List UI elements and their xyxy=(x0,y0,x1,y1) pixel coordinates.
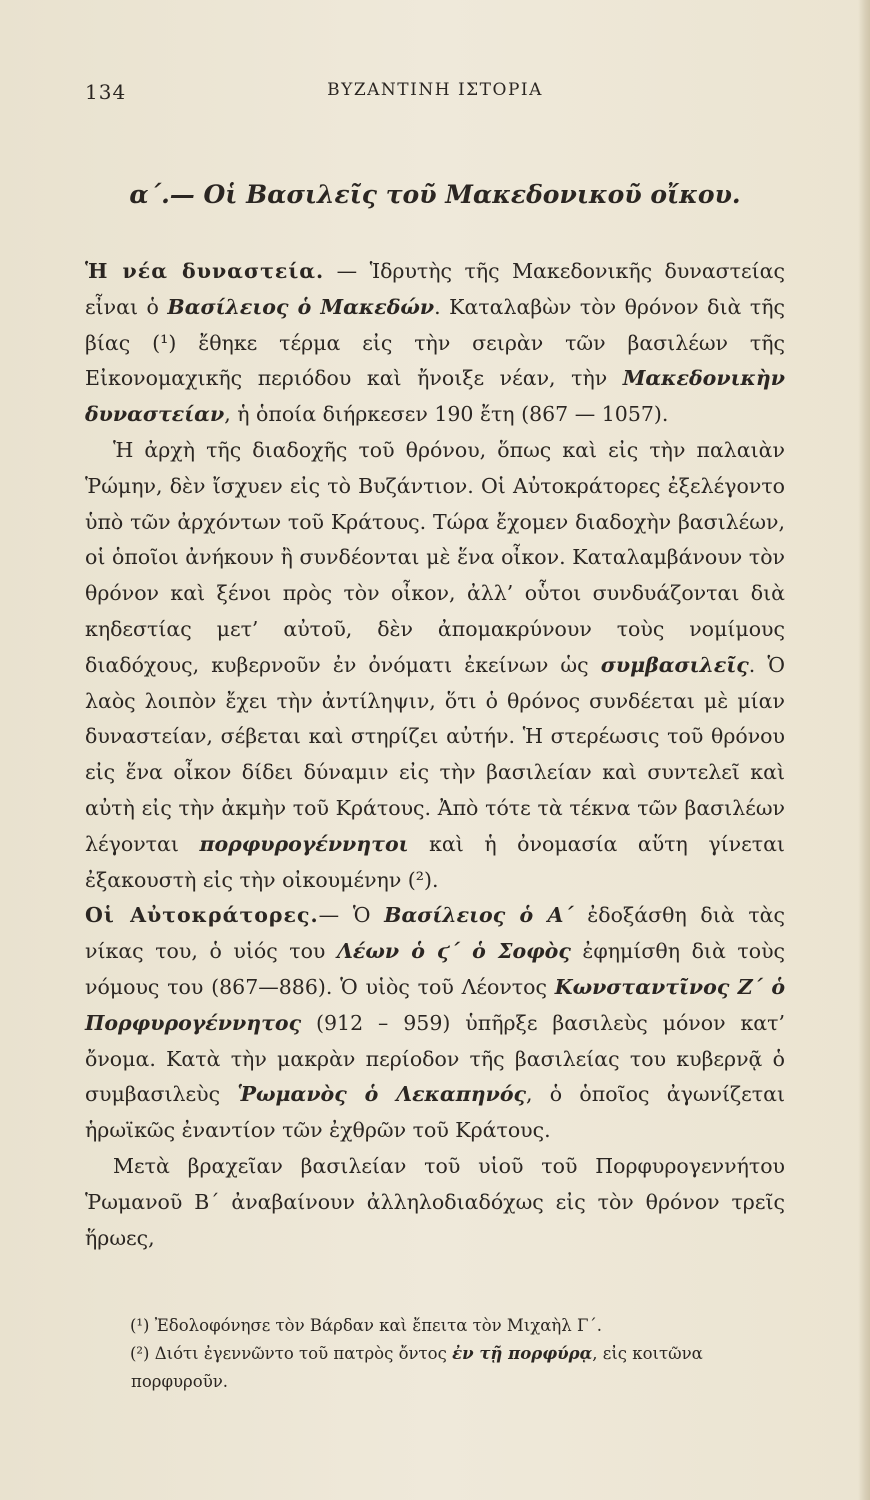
person-name: Βασίλειος ὁ Α΄ xyxy=(384,903,574,928)
person-name: Ῥωμανὸς ὁ Λεκαπηνός xyxy=(237,1082,526,1107)
paragraph-succession: Ἡ ἀρχὴ τῆς διαδοχῆς τοῦ θρόνου, ὅπως καὶ εἰς τὴν παλαιὰν Ῥώμην, δὲν ἴσχυεν εἰς τὸ Βυζάντιον. Οἱ Αὐτοκράτορες ἐξελέγοντο ὑπὸ τῶν ἀρχόντων τοῦ Κράτους. Τώρα ἔχομεν διαδοχὴν βασιλέων, οἱ ὁποῖοι ἀνήκουν ἢ συνδέονται μὲ ἕνα οἶκον. Καταλαμβάνουν τὸν θρόνον καὶ ξένοι πρὸς τὸν οἶκον, ἀλλ’ οὗτοι συνδυάζονται διὰ κηδεστίας μετ’ αὐτοῦ, δὲν ἀπομακρύνουν τοὺς νομίμους διαδόχους, κυβερνοῦν ἐν ὀνόματι ἐκείνων ὡς συμβασιλεῖς. Ὁ λαὸς λοιπὸν ἔχει τὴν ἀντίληψιν, ὅτι ὁ θρόνος συνδέεται μὲ μίαν δυναστείαν, σέβεται καὶ στηρίζει αὐτήν. Ἡ στερέωσις τοῦ θρόνου εἰς ἕνα οἶκον δίδει δύναμιν εἰς τὴν βασιλείαν καὶ συντελεῖ καὶ αὐτὴ εἰς τὴν ἀκμὴν τοῦ Κράτους. Ἀπὸ τότε τὰ τέκνα τῶν βασιλέων λέγονται πορφυρογέννητοι καὶ ἡ ὀνομασία αὕτη γίνεται ἐξακουστὴ εἰς τὴν οἰκουμένην (²). xyxy=(85,437,785,892)
page-edge xyxy=(858,0,870,1500)
dynasty-name: Μακεδονικὴν δυναστείαν xyxy=(85,366,785,427)
paragraph-dynasty: Ἡ νέα δυναστεία. — Ἱδρυτὴς τῆς Μακεδονικῆς δυναστείας εἶναι ὁ Βασίλειος ὁ Μακεδών. Καταλαβὼν τὸν θρόνον διὰ τῆς βίας (¹) ἔθηκε τέρμα εἰς τὴν σειρὰν τῶν βασιλέων τῆς Εἰκονομαχικῆς περιόδου καὶ ἤνοιξε νέαν, τὴν Μακεδονικὴν δυναστείαν, ἡ ὁποία διήρκεσεν 190 ἔτη (867 — 1057). xyxy=(85,259,785,427)
footnote-2: (²) Διότι ἐγεννῶντο τοῦ πατρὸς ὄντος ἐν τῇ πορφύρᾳ, εἰς κοιτῶνα πορφυροῦν. xyxy=(130,1344,703,1391)
run-in-heading: Οἱ Αὐτοκράτορες. xyxy=(85,903,319,928)
term: πορφυρογέννητοι xyxy=(199,831,409,856)
paragraph-emperors: Οἱ Αὐτοκράτορες.— Ὁ Βασίλειος ὁ Α΄ ἐδοξάσθη διὰ τὰς νίκας του, ὁ υἱός του Λέων ὁ ϛ΄ ὁ Σοφὸς ἐφημίσθη διὰ τοὺς νόμους του (867—886). Ὁ υἱὸς τοῦ Λέοντος Κωνσταντῖνος Ζ΄ ὁ Πορφυρογέννητος (912 – 959) ὑπῆρξε βασιλεὺς μόνον κατ’ ὄνομα. Κατὰ τὴν μακρὰν περίοδον τῆς βασιλείας του κυβερνᾷ ὁ συμβασιλεὺς Ῥωμανὸς ὁ Λεκαπηνός, ὁ ὁποῖος ἀγωνίζεται ἡρωϊκῶς ἐναντίον τῶν ἐχθρῶν τοῦ Κράτους. xyxy=(85,903,786,1143)
person-name: Κωνσταντῖνος Ζ΄ ὁ Πορφυρογέννητος xyxy=(85,974,785,1035)
footnotes xyxy=(85,1312,785,1396)
run-in-heading: Ἡ νέα δυναστεία. xyxy=(85,259,325,283)
running-header xyxy=(85,80,785,116)
person-name: Λέων ὁ ϛ΄ ὁ Σοφὸς xyxy=(336,939,571,964)
page-number: 134 xyxy=(85,80,127,104)
paragraph-continuation: Μετὰ βραχεῖαν βασιλείαν τοῦ υἱοῦ τοῦ Πορφυρογεννήτου Ῥωμανοῦ Β΄ ἀναβαίνουν ἀλληλοδιαδόχως εἰς τὸν θρόνον τρεῖς ἥρωες, xyxy=(85,1153,785,1250)
body-text xyxy=(85,254,785,1256)
term: συμβασιλεῖς xyxy=(600,652,749,677)
running-title: ΒΥΖΑΝΤΙΝΗ ΙΣΤΟΡΙΑ xyxy=(327,80,543,100)
section-title: α΄.— Οἱ Βασιλεῖς τοῦ Μακεδονικοῦ οἴκου. xyxy=(129,180,741,209)
person-name: Βασίλειος ὁ Μακεδών xyxy=(167,294,435,319)
footnote-1: (¹) Ἐδολοφόνησε τὸν Βάρδαν καὶ ἔπειτα τὸν Μιχαὴλ Γ΄. xyxy=(130,1316,602,1335)
